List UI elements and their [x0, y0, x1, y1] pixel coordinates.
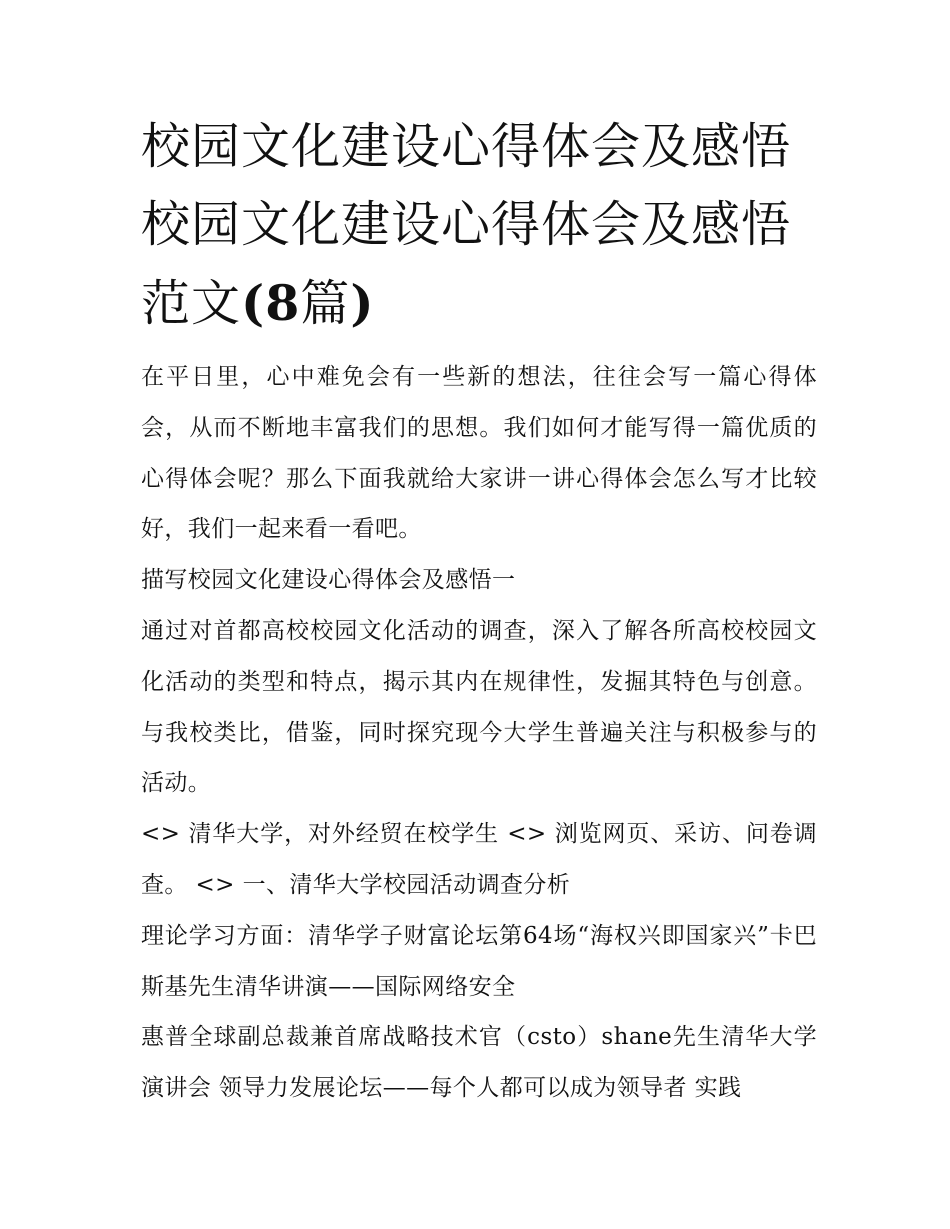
lecture-paragraph: 惠普全球副总裁兼首席战略技术官（csto）shane先生清华大学演讲会 领导力发展论坛——每个人都可以成为领导者 实践: [141, 1024, 817, 1102]
survey-method-paragraph: <> 清华大学，对外经贸在校学生 <> 浏览网页、采访、问卷调查。 <> 一、清华大学校园活动调查分析: [141, 821, 817, 898]
title-line-1: 校园文化建设心得体会及感悟: [141, 118, 792, 175]
title-line-2: 校园文化建设心得体会及感悟: [141, 196, 792, 253]
document-body: [141, 108, 817, 1114]
title-line-3: 范文(8篇): [141, 274, 375, 332]
intro-paragraph: 在平日里，心中难免会有一些新的想法，往往会写一篇心得体会，从而不断地丰富我们的思想。我们如何才能写得一篇优质的心得体会呢？那么下面我就给大家讲一讲心得体会怎么写才比较好，我们一起来看一看吧。: [141, 364, 817, 543]
section-heading: 描写校园文化建设心得体会及感悟一: [141, 567, 516, 594]
theory-study-paragraph: 理论学习方面：清华学子财富论坛第64场“海权兴即国家兴”卡巴斯基先生清华讲演——国际网络安全: [141, 922, 817, 1000]
document-title: [141, 108, 817, 342]
survey-purpose-paragraph: 通过对首都高校校园文化活动的调查，深入了解各所高校校园文化活动的类型和特点，揭示其内在规律性，发掘其特色与创意。与我校类比，借鉴，同时探究现今大学生普遍关注与积极参与的活动。: [141, 617, 817, 797]
